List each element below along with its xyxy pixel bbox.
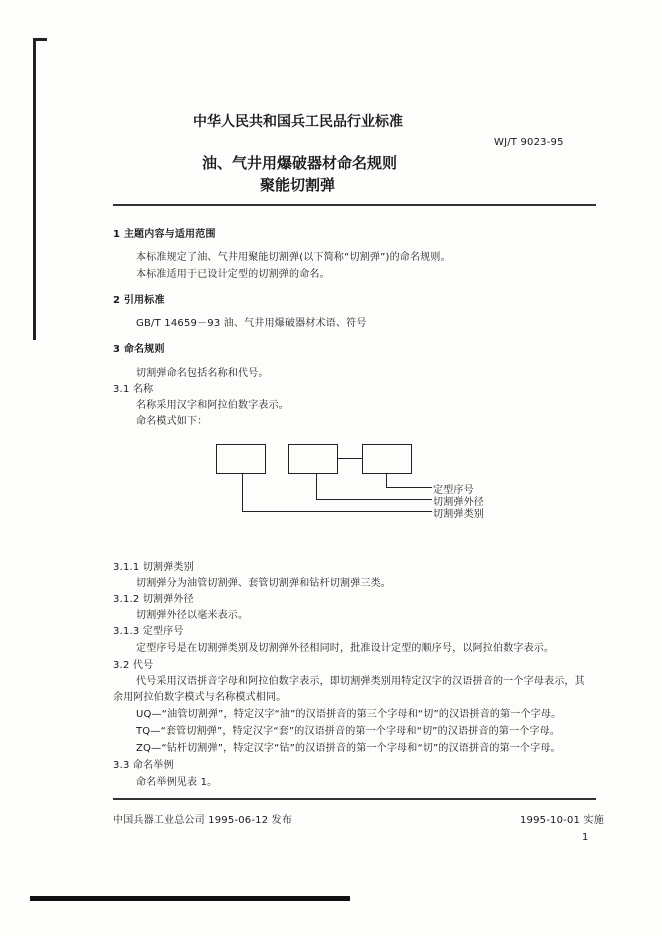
section-3-paragraph: 切割弹命名包括名称和代号。 (136, 368, 269, 379)
pattern-box-diameter (288, 444, 338, 474)
section-3-1-2-heading: 3.1.2 切割弹外径 (113, 594, 194, 605)
section-3-1-3-paragraph: 定型序号是在切割弹类别及切割弹外径相同时，批准设计定型的顺序号，以阿拉伯数字表示。 (136, 643, 555, 654)
pattern-box-serial (362, 444, 412, 474)
section-3-1-heading: 3.1 名称 (113, 384, 154, 395)
connector-category-vertical (242, 474, 243, 512)
connector-diameter-horizontal (316, 499, 432, 500)
pattern-hyphen (338, 458, 362, 459)
section-3-3-paragraph: 命名举例见表 1。 (136, 777, 218, 788)
diagram-label-category: 切割弹类别 (433, 509, 484, 520)
document-title: 油、气井用爆破器材命名规则 (202, 154, 398, 172)
section-3-1-paragraph-2: 命名模式如下： (136, 416, 208, 427)
connector-serial-vertical (386, 474, 387, 488)
section-3-1-3-heading: 3.1.3 定型序号 (113, 626, 184, 637)
section-3-2-paragraph-line-2: 余用阿拉伯数字模式与名称模式相同。 (113, 692, 287, 703)
connector-diameter-vertical (316, 474, 317, 500)
section-2-heading: 2 引用标准 (113, 295, 165, 306)
section-1-paragraph-1: 本标准规定了油、气井用聚能切割弹(以下简称“切割弹”)的命名规则。 (136, 252, 451, 263)
section-3-1-1-heading: 3.1.1 切割弹类别 (113, 562, 194, 573)
header-rule (113, 204, 596, 206)
pattern-box-category (216, 444, 266, 474)
diagram-label-serial: 定型序号 (433, 485, 474, 496)
section-1-paragraph-2: 本标准适用于已设计定型的切割弹的命名。 (136, 269, 330, 280)
page-number: 1 (582, 832, 589, 843)
section-3-1-2-paragraph: 切割弹外径以毫米表示。 (136, 610, 249, 621)
connector-serial-horizontal (386, 487, 432, 488)
section-1-heading: 1 主题内容与适用范围 (113, 229, 216, 240)
section-3-2-paragraph-line-1: 代号采用汉语拼音字母和阿拉伯数字表示，即切割弹类别用特定汉字的汉语拼音的一个字母表示，其 (136, 676, 585, 687)
section-3-3-heading: 3.3 命名举例 (113, 760, 174, 771)
scan-artifact-horizontal (33, 38, 47, 41)
code-definition-uq: UQ—“油管切割弹”，特定汉字“油”的汉语拼音的第三个字母和“切”的汉语拼音的第一个字母。 (136, 709, 562, 720)
footer-rule (113, 798, 596, 800)
connector-category-horizontal (242, 511, 432, 512)
effective-date: 1995-10-01 实施 (520, 815, 604, 826)
section-2-reference: GB/T 14659－93 油、气井用爆破器材术语、符号 (136, 318, 367, 329)
document-subtitle: 聚能切割弹 (260, 176, 336, 194)
diagram-label-diameter: 切割弹外径 (433, 497, 484, 508)
org-title: 中华人民共和国兵工民品行业标准 (193, 114, 403, 130)
standard-code: WJ/T 9023-95 (494, 137, 564, 148)
section-3-1-1-paragraph: 切割弹分为油管切割弹、套管切割弹和钻杆切割弹三类。 (136, 578, 391, 589)
publisher-line: 中国兵器工业总公司 1995-06-12 发布 (113, 815, 293, 826)
section-3-2-heading: 3.2 代号 (113, 660, 154, 671)
section-3-1-paragraph-1: 名称采用汉字和阿拉伯数字表示。 (136, 400, 289, 411)
scan-artifact-vertical (33, 38, 36, 340)
section-3-heading: 3 命名规则 (113, 344, 165, 355)
code-definition-tq: TQ—“套管切割弹”，特定汉字“套”的汉语拼音的第一个字母和“切”的汉语拼音的第一个字母。 (136, 726, 561, 737)
code-definition-zq: ZQ—“钻杆切割弹”，特定汉字“钻”的汉语拼音的第一个字母和“切”的汉语拼音的第一个字母。 (136, 743, 561, 754)
scan-artifact-bottom-bar (30, 896, 350, 901)
